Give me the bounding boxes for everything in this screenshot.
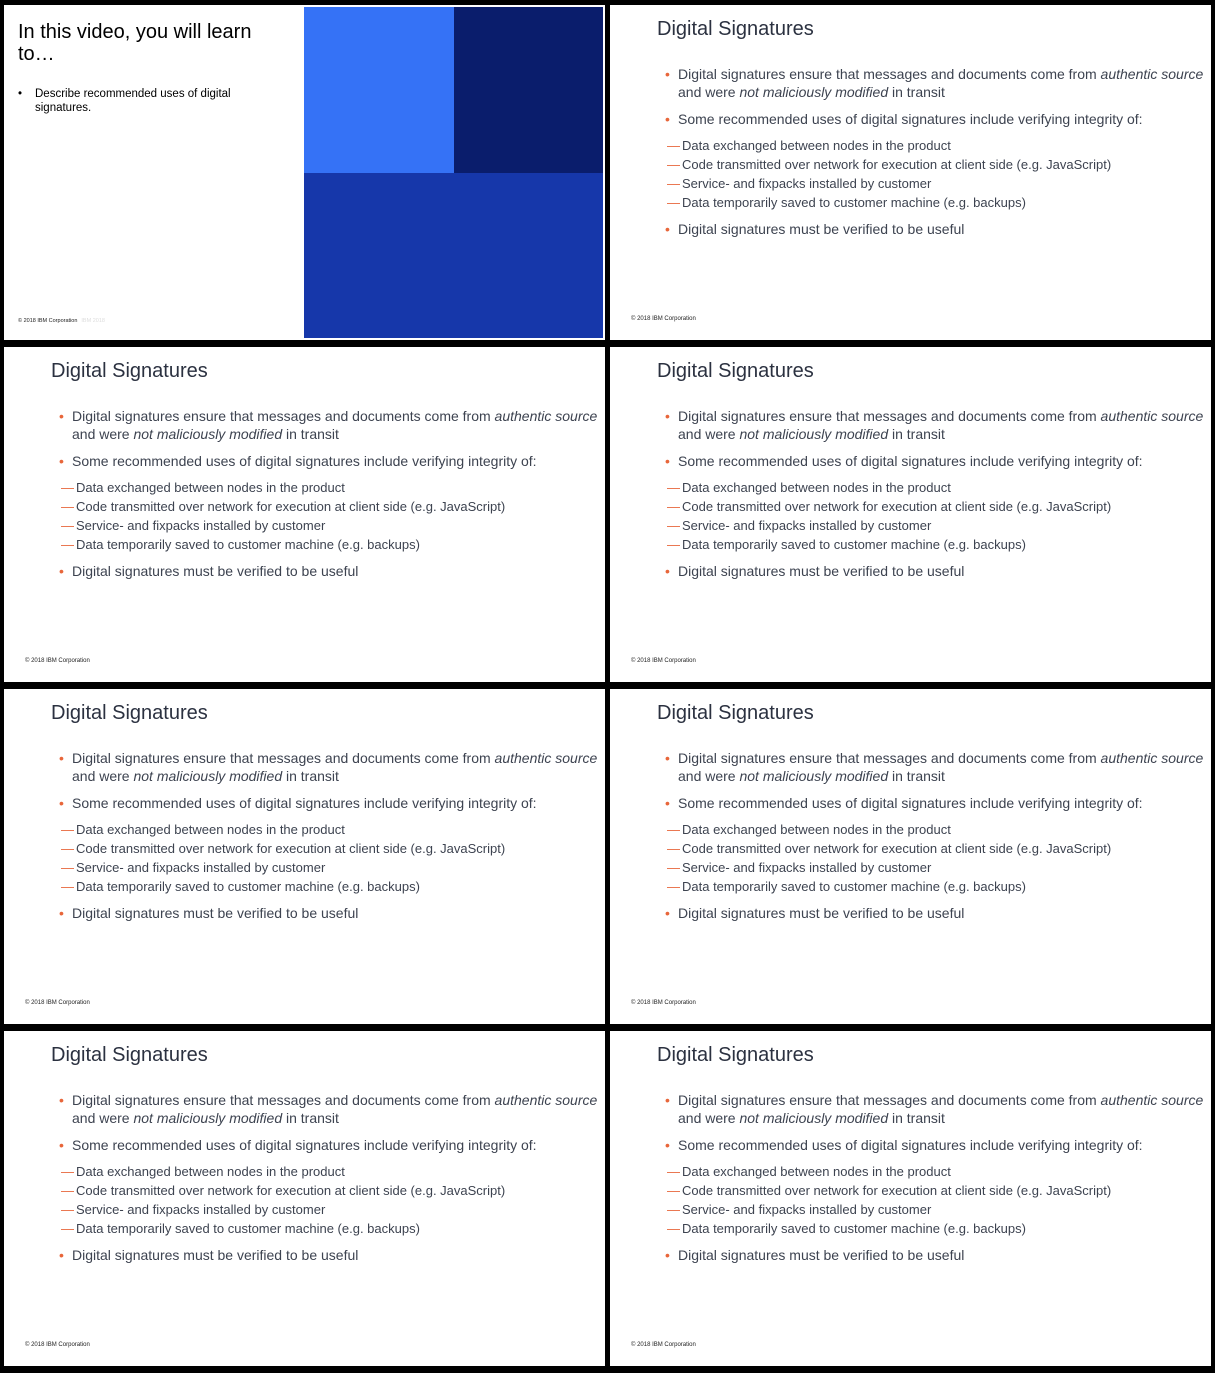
emphasis-text: authentic source (494, 750, 598, 766)
sub-bullet-item: — Data temporarily saved to customer machine (e.g. backups) (667, 193, 1205, 212)
bullet-text: Some recommended uses of digital signatures include verifying integrity of: (678, 795, 1143, 811)
sub-bullet-item: — Code transmitted over network for execution at client side (e.g. JavaScript) (667, 1181, 1205, 1200)
sub-bullet-item: — Service- and fixpacks installed by customer (667, 858, 1205, 877)
bullet-text: Digital signatures ensure that messages and documents come from (678, 1092, 1101, 1108)
bullet-text: Some recommended uses of digital signatures include verifying integrity of: (678, 1137, 1143, 1153)
bullet-item (59, 1136, 599, 1238)
sub-bullet-item: — Data temporarily saved to customer machine (e.g. backups) (667, 877, 1205, 896)
sub-bullet-list (678, 478, 1205, 554)
sub-bullet-item: — Service- and fixpacks installed by customer (667, 174, 1205, 193)
sub-bullet-item: — Code transmitted over network for execution at client side (e.g. JavaScript) (61, 1181, 599, 1200)
sub-bullet-item: — Service- and fixpacks installed by customer (61, 1200, 599, 1219)
bullet-text: in transit (282, 768, 339, 784)
bullet-text: and were (678, 1110, 740, 1126)
bullet-item (59, 452, 599, 554)
bullet-item (59, 407, 599, 443)
bullet-text: in transit (888, 768, 945, 784)
bullet-list (59, 407, 599, 589)
sub-bullet-item: — Data exchanged between nodes in the product (667, 1162, 1205, 1181)
slide-title: Digital Signatures (657, 360, 814, 382)
emphasis-text: authentic source (494, 1092, 598, 1108)
emphasis-text: not maliciously modified (739, 768, 889, 784)
bullet-list (665, 1091, 1205, 1273)
slide-title: Digital Signatures (51, 360, 208, 382)
bullet-item (665, 749, 1205, 785)
bullet-list (665, 749, 1205, 931)
bullet-item (665, 452, 1205, 554)
decorative-block-light (304, 7, 454, 173)
bullet-item: • Digital signatures must be verified to be useful (59, 904, 599, 922)
intro-bullet: • Describe recommended uses of digital signatures. (18, 87, 258, 115)
bullet-text: in transit (282, 1110, 339, 1126)
sub-bullet-list (678, 820, 1205, 896)
intro-bullet-list (18, 87, 258, 115)
bullet-item (665, 407, 1205, 443)
content-slide[interactable] (4, 689, 605, 1024)
bullet-text: in transit (888, 1110, 945, 1126)
copyright-text: © 2018 IBM Corporation (18, 318, 78, 324)
bullet-list (59, 749, 599, 931)
sub-bullet-list (678, 1162, 1205, 1238)
faint-footer-text: IBM 2018 (81, 318, 105, 324)
copyright-text: © 2018 IBM Corporation (631, 658, 696, 664)
slide-title: Digital Signatures (51, 1044, 208, 1066)
bullet-text: Some recommended uses of digital signatures include verifying integrity of: (678, 453, 1143, 469)
bullet-text: Digital signatures ensure that messages and documents come from (678, 408, 1101, 424)
emphasis-text: not maliciously modified (133, 768, 283, 784)
content-slide[interactable] (610, 1031, 1211, 1366)
emphasis-text: not maliciously modified (739, 1110, 889, 1126)
sub-bullet-item: — Data temporarily saved to customer machine (e.g. backups) (667, 1219, 1205, 1238)
copyright-text: © 2018 IBM Corporation (25, 1000, 90, 1006)
copyright-text: © 2018 IBM Corporation (25, 1342, 90, 1348)
bullet-text: in transit (282, 426, 339, 442)
emphasis-text: not maliciously modified (133, 1110, 283, 1126)
bullet-text: and were (678, 84, 740, 100)
decorative-block-navy (454, 7, 603, 173)
intro-title: In this video, you will learn to… (18, 21, 252, 65)
bullet-item (665, 794, 1205, 896)
bullet-text: Digital signatures ensure that messages and documents come from (72, 1092, 495, 1108)
bullet-list (59, 1091, 599, 1273)
copyright-text: © 2018 IBM Corporation (631, 316, 696, 322)
bullet-item: • Digital signatures must be verified to be useful (59, 1246, 599, 1264)
sub-bullet-item: — Service- and fixpacks installed by customer (667, 516, 1205, 535)
emphasis-text: authentic source (1100, 750, 1204, 766)
bullet-text: Some recommended uses of digital signatures include verifying integrity of: (72, 453, 537, 469)
copyright-text: © 2018 IBM Corporation (25, 658, 90, 664)
content-slide[interactable] (4, 1031, 605, 1366)
bullet-item: • Digital signatures must be verified to be useful (665, 1246, 1205, 1264)
bullet-text: Some recommended uses of digital signatures include verifying integrity of: (72, 1137, 537, 1153)
emphasis-text: not maliciously modified (739, 84, 889, 100)
content-slide[interactable] (610, 347, 1211, 682)
bullet-item (59, 749, 599, 785)
sub-bullet-list (678, 136, 1205, 212)
emphasis-text: not maliciously modified (739, 426, 889, 442)
bullet-text: Some recommended uses of digital signatures include verifying integrity of: (678, 111, 1143, 127)
bullet-text: Digital signatures ensure that messages and documents come from (72, 750, 495, 766)
bullet-list (665, 65, 1205, 247)
bullet-item: • Digital signatures must be verified to be useful (59, 562, 599, 580)
emphasis-text: authentic source (1100, 1092, 1204, 1108)
bullet-item (665, 1136, 1205, 1238)
bullet-text: Some recommended uses of digital signatures include verifying integrity of: (72, 795, 537, 811)
bullet-item (59, 794, 599, 896)
bullet-text: Digital signatures ensure that messages and documents come from (678, 66, 1101, 82)
sub-bullet-item: — Service- and fixpacks installed by customer (61, 516, 599, 535)
sub-bullet-item: — Data temporarily saved to customer machine (e.g. backups) (61, 535, 599, 554)
bullet-item: • Digital signatures must be verified to be useful (665, 220, 1205, 238)
sub-bullet-list (72, 820, 599, 896)
sub-bullet-item: — Data temporarily saved to customer machine (e.g. backups) (61, 877, 599, 896)
bullet-text: and were (72, 768, 134, 784)
copyright-text: © 2018 IBM Corporation (631, 1000, 696, 1006)
sub-bullet-item: — Code transmitted over network for execution at client side (e.g. JavaScript) (667, 155, 1205, 174)
bullet-item (665, 1091, 1205, 1127)
sub-bullet-list (72, 478, 599, 554)
sub-bullet-item: — Data exchanged between nodes in the product (61, 1162, 599, 1181)
sub-bullet-item: — Data exchanged between nodes in the product (61, 820, 599, 839)
bullet-text: Digital signatures ensure that messages and documents come from (72, 408, 495, 424)
sub-bullet-item: — Data exchanged between nodes in the product (667, 820, 1205, 839)
sub-bullet-item: — Code transmitted over network for execution at client side (e.g. JavaScript) (667, 839, 1205, 858)
slide-footer (18, 318, 105, 324)
emphasis-text: authentic source (1100, 66, 1204, 82)
bullet-item (59, 1091, 599, 1127)
slide-title: Digital Signatures (657, 702, 814, 724)
sub-bullet-list (72, 1162, 599, 1238)
emphasis-text: authentic source (494, 408, 598, 424)
bullet-text: in transit (888, 84, 945, 100)
copyright-text: © 2018 IBM Corporation (631, 1342, 696, 1348)
decorative-block-mid (304, 173, 603, 338)
content-slide[interactable] (4, 347, 605, 682)
bullet-item (665, 110, 1205, 212)
intro-slide[interactable] (4, 5, 605, 340)
bullet-item (665, 65, 1205, 101)
sub-bullet-item: — Code transmitted over network for execution at client side (e.g. JavaScript) (667, 497, 1205, 516)
sub-bullet-item: — Data exchanged between nodes in the product (667, 478, 1205, 497)
slide-title: Digital Signatures (51, 702, 208, 724)
sub-bullet-item: — Service- and fixpacks installed by customer (667, 1200, 1205, 1219)
bullet-item: • Digital signatures must be verified to be useful (665, 904, 1205, 922)
sub-bullet-item: — Data exchanged between nodes in the product (667, 136, 1205, 155)
sub-bullet-item: — Service- and fixpacks installed by customer (61, 858, 599, 877)
sub-bullet-item: — Code transmitted over network for execution at client side (e.g. JavaScript) (61, 497, 599, 516)
content-slide[interactable] (610, 5, 1211, 340)
sub-bullet-item: — Code transmitted over network for execution at client side (e.g. JavaScript) (61, 839, 599, 858)
bullet-text: Digital signatures ensure that messages and documents come from (678, 750, 1101, 766)
bullet-text: and were (72, 1110, 134, 1126)
emphasis-text: not maliciously modified (133, 426, 283, 442)
bullet-text: and were (678, 768, 740, 784)
bullet-list (665, 407, 1205, 589)
emphasis-text: authentic source (1100, 408, 1204, 424)
bullet-text: and were (72, 426, 134, 442)
bullet-text: and were (678, 426, 740, 442)
sub-bullet-item: — Data temporarily saved to customer machine (e.g. backups) (667, 535, 1205, 554)
sub-bullet-item: — Data temporarily saved to customer machine (e.g. backups) (61, 1219, 599, 1238)
content-slide[interactable] (610, 689, 1211, 1024)
slide-title: Digital Signatures (657, 1044, 814, 1066)
sub-bullet-item: — Data exchanged between nodes in the product (61, 478, 599, 497)
bullet-text: in transit (888, 426, 945, 442)
bullet-item: • Digital signatures must be verified to be useful (665, 562, 1205, 580)
slide-title: Digital Signatures (657, 18, 814, 40)
